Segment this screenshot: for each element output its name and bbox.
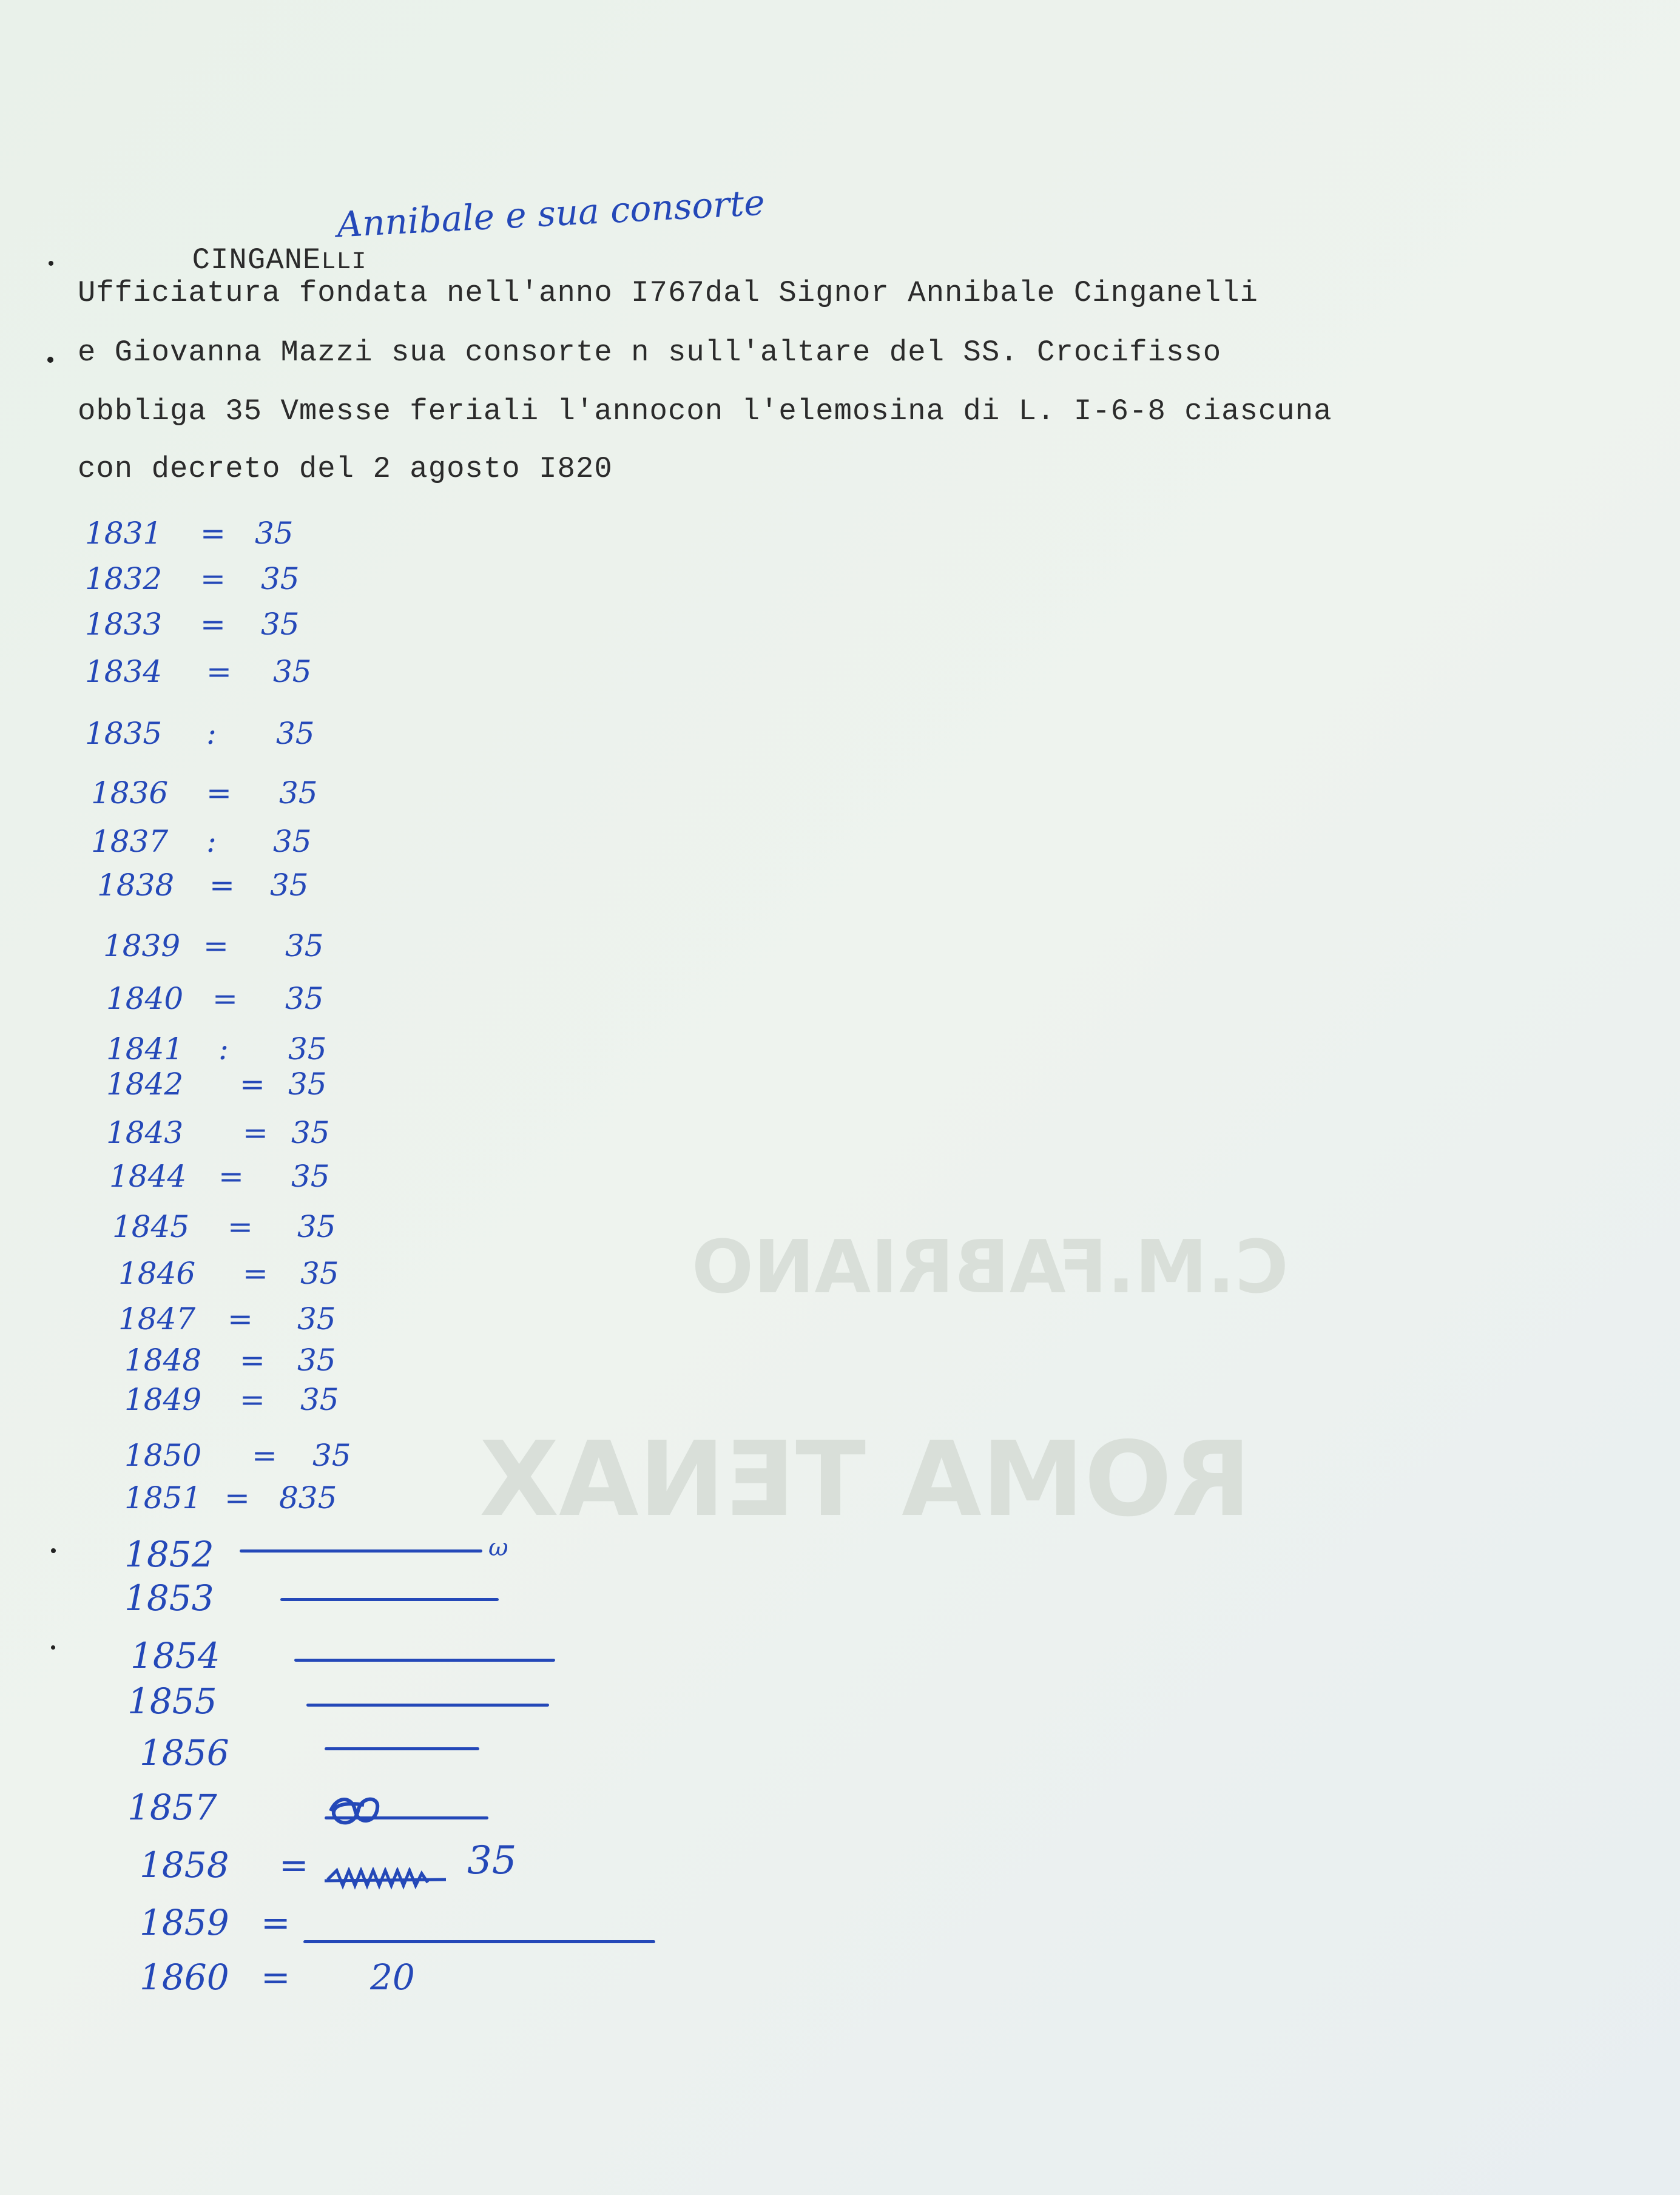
typed-line-2: e Giovanna Mazzi sua consorte n sull'altare del SS. Crocifisso [78, 335, 1222, 369]
entry-value: 35 [312, 1438, 351, 1473]
ledger-entry [130, 1635, 676, 1677]
entry-value: 35 [276, 716, 315, 751]
entry-year: 1837 [91, 824, 169, 859]
entry-year: 1856 [140, 1732, 229, 1773]
entry-year: 1846 [118, 1256, 196, 1291]
stray-mark: ω [488, 1534, 508, 1562]
ledger-entry [140, 1957, 686, 1999]
entry-year: 1840 [106, 981, 184, 1016]
ledger-entry [106, 981, 652, 1023]
entry-year: 1853 [124, 1577, 214, 1619]
surname-typed: CINGANE [192, 243, 322, 277]
ledger-entry [140, 1732, 686, 1775]
scribble-1857 [328, 1793, 382, 1829]
entry-separator: : [206, 824, 217, 859]
entry-year: 1858 [140, 1844, 229, 1886]
ledger-entry [118, 1301, 664, 1344]
ledger-entry [124, 1438, 670, 1480]
entry-separator: = [261, 1957, 291, 1998]
entry-separator: = [279, 1844, 309, 1886]
margin-dot [51, 1548, 56, 1553]
entry-value: 35 [270, 868, 309, 903]
entry-separator: = [240, 1343, 265, 1378]
ledger-entry [85, 716, 631, 758]
ledger-entry [127, 1787, 673, 1829]
ledger-entry [109, 1159, 655, 1201]
entry-year: 1844 [109, 1159, 187, 1194]
entry-separator: = [206, 775, 232, 811]
entry-year: 1850 [124, 1438, 202, 1473]
entry-value: 35 [300, 1256, 339, 1291]
entry-separator: = [261, 1902, 291, 1943]
entry-year: 1860 [140, 1957, 229, 1998]
entry-separator: = [224, 1480, 250, 1516]
entry-year: 1842 [106, 1067, 184, 1102]
ledger-entry [112, 1209, 658, 1252]
blank-line-1859 [303, 1940, 655, 1943]
entry-year: 1845 [112, 1209, 190, 1244]
entry-year: 1849 [124, 1382, 202, 1417]
blank-line-1854 [294, 1659, 555, 1662]
ledger-entry [106, 1067, 652, 1109]
entry-separator: = [218, 1159, 244, 1194]
entry-separator: = [200, 516, 226, 551]
entry-year: 1848 [124, 1343, 202, 1378]
ledger-entry [124, 1480, 670, 1523]
entry-year: 1859 [140, 1902, 229, 1943]
entry-year: 1836 [91, 775, 169, 811]
scribble-1858 [325, 1867, 446, 1892]
entry-separator: = [228, 1301, 253, 1337]
entry-year: 1835 [85, 716, 163, 751]
entry-value: 35 [300, 1382, 339, 1417]
entry-value: 35 [261, 607, 300, 642]
entry-year: 1839 [103, 928, 181, 963]
entry-year: 1833 [85, 607, 163, 642]
entry-separator: : [206, 716, 217, 751]
ledger-entry [106, 1115, 652, 1158]
entry-year: 1857 [127, 1787, 217, 1828]
entry-value: 35 [288, 1031, 327, 1067]
entry-value: 35 [297, 1343, 336, 1378]
entry-value: 35 [291, 1159, 330, 1194]
blank-line-1856 [325, 1747, 479, 1750]
entry-separator: = [209, 868, 235, 903]
ledger-entry [127, 1681, 673, 1723]
ledger-entry [85, 654, 631, 696]
entry-value: 35 [291, 1115, 330, 1150]
entry-value: 35 [273, 654, 312, 689]
entry-value: 35 [273, 824, 312, 859]
entry-value: 35 [279, 775, 318, 811]
handwritten-note: Annibale e sua consorte [336, 181, 766, 246]
entry-separator: = [203, 928, 229, 963]
entry-value: 20 [370, 1957, 415, 1998]
blank-line-1855 [306, 1704, 549, 1707]
entry-year: 1843 [106, 1115, 184, 1150]
margin-dot [49, 261, 53, 266]
entry-separator: = [212, 981, 238, 1016]
entry-year: 1832 [85, 561, 163, 596]
entry-separator: = [243, 1256, 268, 1291]
entry-separator: = [243, 1115, 268, 1150]
entry-year: 1854 [130, 1635, 220, 1676]
ledger-entry [97, 868, 643, 910]
ledger-entry [85, 607, 631, 649]
watermark-roma-tenax: ROMA TENAX [479, 1420, 1252, 1540]
entry-separator: = [206, 654, 232, 689]
ledger-entry [140, 1902, 686, 1944]
ledger-entry [124, 1343, 670, 1385]
entry-year: 1855 [127, 1681, 217, 1722]
entry-value: 35 [297, 1209, 336, 1244]
entry-year: 1851 [124, 1480, 202, 1516]
entry-year: 1834 [85, 654, 163, 689]
entry-year: 1852 [124, 1534, 214, 1575]
entry-year: 1841 [106, 1031, 184, 1067]
entry-separator: = [200, 561, 226, 596]
blank-line-1853 [280, 1598, 499, 1601]
entry-value: 35 [288, 1067, 327, 1102]
entry-separator: = [240, 1067, 265, 1102]
entry-separator: : [218, 1031, 229, 1067]
margin-dot [47, 357, 53, 363]
ledger-entry [124, 1382, 670, 1425]
blank-line-1852 [240, 1549, 482, 1553]
entry-value: 35 [261, 561, 300, 596]
entry-value: 35 [285, 981, 324, 1016]
entry-year: 1838 [97, 868, 175, 903]
ledger-entry [91, 775, 637, 818]
ledger-entry [85, 516, 631, 558]
entry-separator: = [200, 607, 226, 642]
typed-line-1: Ufficiatura fondata nell'anno I767dal Signor Annibale Cinganelli [78, 276, 1258, 310]
typed-line-4: con decreto del 2 agosto I820 [78, 452, 613, 486]
entry-year: 1847 [118, 1301, 196, 1337]
entry-separator: = [228, 1209, 253, 1244]
ledger-entry [91, 824, 637, 866]
entry-value: 835 [279, 1480, 337, 1516]
ledger-entry [124, 1534, 670, 1576]
margin-dot [51, 1645, 55, 1650]
surname-tail: LLI [321, 249, 367, 276]
entry-separator: = [240, 1382, 265, 1417]
watermark-fabriano: C.M.FABRIANO [692, 1226, 1289, 1310]
entry-separator: = [252, 1438, 277, 1473]
entry-year: 1831 [85, 516, 163, 551]
entry-value: 35 [255, 516, 294, 551]
ledger-entry [103, 928, 649, 971]
ledger-entry [118, 1256, 664, 1298]
entry-value: 35 [285, 928, 324, 963]
entry-value: 35 [467, 1838, 517, 1883]
typed-line-3: obbliga 35 Vmesse feriali l'annocon l'elemosina di L. I-6-8 ciascuna [78, 394, 1332, 428]
ledger-entry [85, 561, 631, 604]
entry-value: 35 [297, 1301, 336, 1337]
